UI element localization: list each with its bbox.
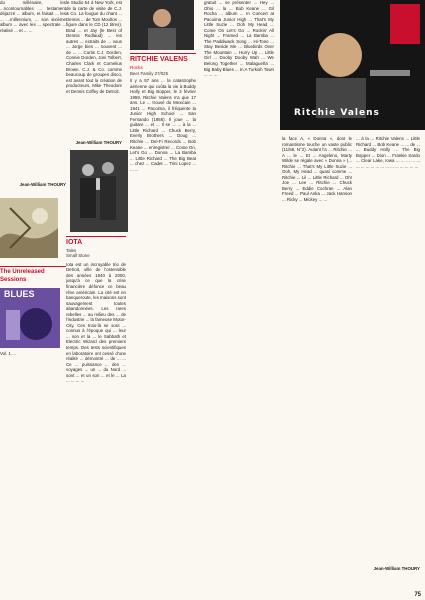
section-heading-sessions: Sessions [0,276,27,283]
col1-signature: Jean-William THOURY [19,182,66,187]
iota-photo-illustration [70,150,128,232]
section-divider [0,266,66,267]
iota-divider [66,236,126,237]
ritchie-title: RITCHIE VALENS [130,56,188,63]
ritchie-photo-small [130,0,194,50]
ritchie-valens-cover-small [130,0,194,50]
iota-subtitle: Tales [66,248,77,253]
col6-body: ... à la ... Ritchie Valens ... Little Richard ... Bob Keane ... ... de ... ... Buddy Holly ... The Big Bopper ... Dion ... Frankie Sardo ... Clear Lake, Iowa ... ... ... ... ... ... ... ... ... ... ... ... ... ... ... ... ... ... [356,136,420,169]
column-3 [130,0,196,600]
ritchie-divider [130,53,196,54]
album-cover-blues [0,288,60,348]
album-label-blues: BLUES [4,288,35,299]
column-1 [0,0,66,600]
col4-body: gratuit ... se présenter ... Hey ... Ohio ... la ... Bob Keane ... Gil Rocha ... album ... In Concert at Pacoima Junior High ... That's My Little Suzie ... Ooh My Head ... Come On Let's Go ... Rockin' All Night ... Framed ... La Bamba ... The Paddiwack Song ... Hi-Tone ... Stay Beside Me ... Bluebirds Over The Mountain ... Hurry Up ... Little Girl ... Dooby Dooby Wah ... We Belong Together ... Malagueña ... Big Baby Blues ... In A Turkish Town ... ... ... [204,0,274,78]
album-cover-left [0,198,58,258]
section-heading-unreleased: The Unreleased [0,268,45,275]
iota-title: IOTA [66,239,83,246]
ritchie-subtitle: Rocks [130,65,143,70]
page-number: 75 [414,592,421,598]
album-cover-title: Ritchie Valens [294,108,380,118]
ritchie-valens-album-cover [280,0,425,130]
iota-body: Iota est un incroyable trio de Detroit, ville de l'ostensible des années 1940 à 2000, jusqu'à ce que la crise financière défonce ce beau rêve américain. La cité est en banqueroute, les maisons sont sauvagement toutes abandonnées. Les rares rebelles ... au milieu des ... de l'industrie ... la fameuse Motor-City. Ces trois-là se sont ... connus à l'époque qui ... leur ... son et la ... le Sabbath et Electric Wizard des premiers temps. Des tests scientifiques en laboratoire ont cessé d'une réalité ... démontré ... de ... ... Ce ... puissance ... des ... voyages ... un ... du Nord ... sont ... et un son ... et le ... La ... ... ... ... [66,261,126,384]
iota-label: Small Stone [66,253,90,259]
iota-band-photo [70,150,128,232]
col6-signature: Jean-William THOURY [373,566,420,571]
ritchie-body: Il y a 57 ans ... la catastrophe aérienne qui coûta la vie à Buddy Holly et Big Bopper, le 3 février 1959, Ritchie Valens n'a que 17 ans. Le ... trouvé du Mexicain ... 1941 ... Pacoima, il fréquente la Junior High School ... San Fernando (1956). Il joue ... la guitare ... et ... Il se ... ... à la ... Little Richard ... Chuck Berry, Everly Brothers ... Doug ... Ritchie ... Del-Fi Records ... Bob Keane ... enregistrer ... Come On, Let's Go ... Donna ... La Bamba ... Little Richard ... The Big Beat ... chez ... Cadet ... Trini Lopez ... ... ... [130,78,196,172]
col1-text-bottom: Vol. 1 ... [0,350,16,356]
ritchie-label: Beer Family 27/025 [130,70,169,76]
iota-review [66,236,126,600]
album-art-illustration [0,198,58,258]
col2-signature: Jean-William THOURY [75,140,122,145]
col5-body: la face A, « Donna », dont le romantisme touche un vaste public (11/58, N°2). Autant l'a ... Ritchie ... A ... le ... Et ... Angeleno, Marty Wilde se régale avec « Donna » (... Ritchie ... That's My Little Suzie ... Ooh, My Head ... quasi comme ... Ritchie ... Lil ... Little Richard ... Oh! Joe ... Lee ... Ritchie ... Chuck Berry ... Eddie Cochran ... Alan Freed ... Paul Anka ... Jack Hanson ... Ricky ... Mickey ... ... [282,136,352,203]
column-5 [282,136,352,600]
col1-text-top: du millénaire, les ...ncontournables ... testament déjazzé ... album, et faisait ... les ... ...millennium, ... son sixième album ... avec les ... spectrale ... réalisé ... et ... ... [0,0,66,33]
column-6 [356,136,420,586]
column-4 [204,0,274,600]
col2-text: le Studio 54 à New York, est de la carte de visite de C.J. & Co. La fougue du chant ... Dennis ... de Tom Moulton ... figure dans le CD (12 titres). Brad ... et Jay (le Best of Dennis Rudlaud) ... les autres ... extraits de ... vous ... Jorge bien ... souvent ... de ... ... Curtis C.J. Dorden, Connie Dorden, Joni Tolbert, Charles Clark et Cornelius Brown. C.J. & Co. comme beaucoup de groupes disco, est avant tout la création de producteurs, Mike Theodore et Dennis Coffey de Detroit. [66,0,122,94]
